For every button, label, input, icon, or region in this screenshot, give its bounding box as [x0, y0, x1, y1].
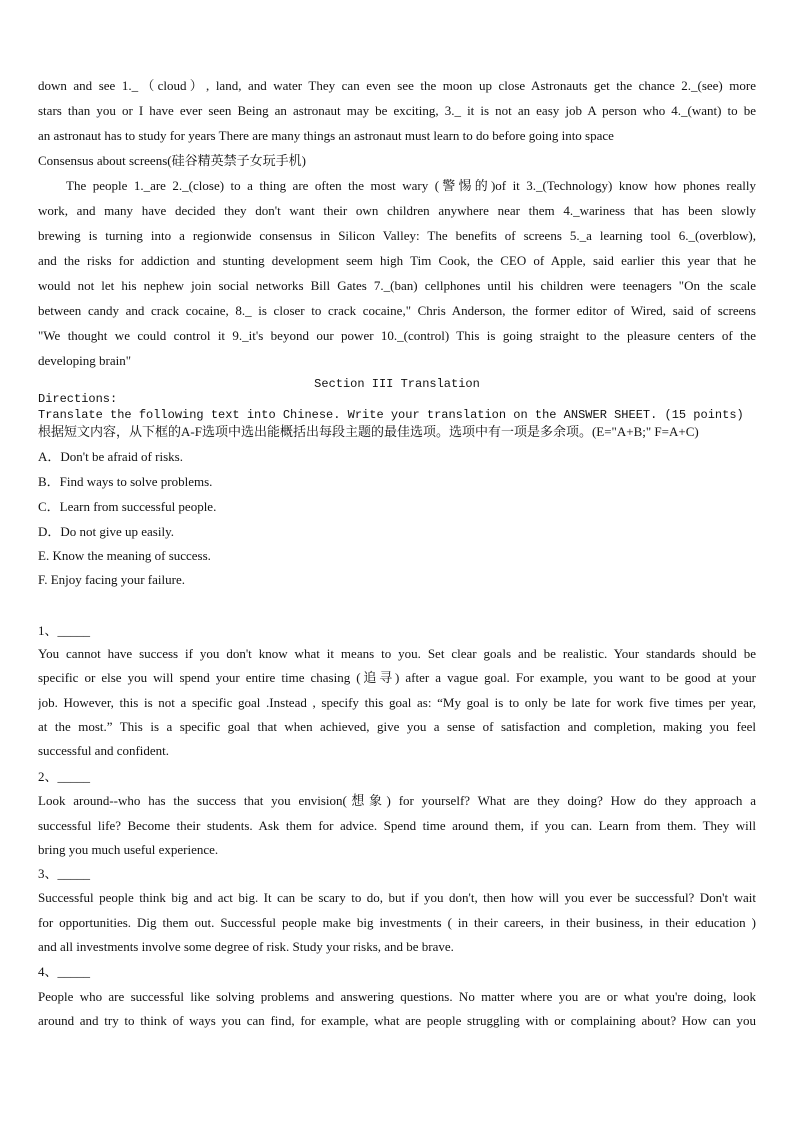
text-line: "We thought we could control it 9._it's beyond our power 10._(control) This is going straight to the pleasure centers of the: [38, 328, 756, 343]
text-line: for opportunities. Dig them out. Successful people make big investments ( in their careers, in their business, in their education ): [38, 915, 756, 930]
text-line: bring you much useful experience.: [38, 842, 219, 857]
option-f: F. Enjoy facing your failure.: [38, 572, 185, 587]
text-line: job. However, this is not a specific goal .Instead , specify this goal as: “My goal is to only be late for work five times per year,: [38, 695, 756, 710]
text-line: specific or else you will spend your entire time chasing (追寻) after a vague goal. For example, you want to be good at your: [38, 670, 756, 685]
option-c: C．Learn from successful people.: [38, 499, 217, 514]
question-label: 2、_____: [38, 769, 91, 784]
directions-text: Translate the following text into Chinese. Write your translation on the ANSWER SHEET. (15 points): [38, 408, 744, 422]
option-b: B．Find ways to solve problems.: [38, 474, 213, 489]
option-e: E. Know the meaning of success.: [38, 548, 211, 563]
text-line: The people 1._are 2._(close) to a thing are often the most wary (警惕的)of it 3._(Technology) know how phones really: [66, 178, 756, 193]
text-line: successful life? Become their students. Ask them for advice. Spend time around them, if you can. Learn from them. They will: [38, 818, 756, 833]
text-line: at the most.” This is a specific goal that when achieved, give you a sense of satisfaction and completion, making you feel: [38, 719, 756, 734]
passage-title: Consensus about screens(硅谷精英禁子女玩手机): [38, 153, 306, 168]
text-line: Look around--who has the success that you envision(想象) for yourself? What are they doing? How do they approach a: [38, 793, 756, 808]
text-line: down and see 1._（cloud）, land, and water They can even see the moon up close Astronauts get the chance 2._(see) more: [38, 78, 756, 93]
text-line: successful and confident.: [38, 743, 170, 758]
text-line: You cannot have success if you don't know what it means to you. Set clear goals and be realistic. Your standards should be: [38, 646, 756, 661]
section-title: Section III Translation: [314, 377, 480, 391]
text-line: Successful people think big and act big. It can be scary to do, but if you don't, then how will you ever be successful? Don't wait: [38, 890, 756, 905]
text-line: an astronaut has to study for years There are many things an astronaut must learn to do before going into space: [38, 128, 614, 143]
text-line: work, and many have decided they don't want their own children anywhere near them 4._wariness that has been slowly: [38, 203, 756, 218]
question-label: 1、_____: [38, 623, 91, 638]
text-line: would not let his nephew join social networks Bill Gates 7._(ban) cellphones until his children were teenagers "On the scale: [38, 278, 756, 293]
question-label: 4、_____: [38, 964, 91, 979]
option-d: D．Do not give up easily.: [38, 524, 174, 539]
text-line: developing brain": [38, 353, 132, 368]
directions-label: Directions:: [38, 392, 118, 406]
question-label: 3、_____: [38, 866, 91, 881]
option-a: A．Don't be afraid of risks.: [38, 449, 183, 464]
text-line: stars than you or I have ever seen Being an astronaut may be exciting, 3._ it is not an easy job A person who 4._(want) to be: [38, 103, 756, 118]
text-line: and all investments involve some degree of risk. Study your risks, and be brave.: [38, 939, 454, 954]
text-line: around and try to think of ways you can find, for example, what are people struggling with or complaining about? How can you: [38, 1013, 756, 1028]
text-line: and the risks for addiction and stunting development seem high Tim Cook, the CEO of Apple, said earlier this year that he: [38, 253, 756, 268]
text-line: People who are successful like solving problems and answering questions. No matter where you are or what you're doing, look: [38, 989, 756, 1004]
instruction-cn: 根据短文内容，从下框的A-F选项中选出能概括出每段主题的最佳选项。选项中有一项是多余项。(E="A+B;" F=A+C): [38, 424, 699, 439]
text-line: between candy and crack cocaine, 8._ is closer to crack cocaine," Chris Anderson, the former editor of Wired, said of screens: [38, 303, 756, 318]
text-line: brewing is turning into a regionwide consensus in Silicon Valley: The benefits of screens 5._a learning tool 6._(overblow),: [38, 228, 756, 243]
